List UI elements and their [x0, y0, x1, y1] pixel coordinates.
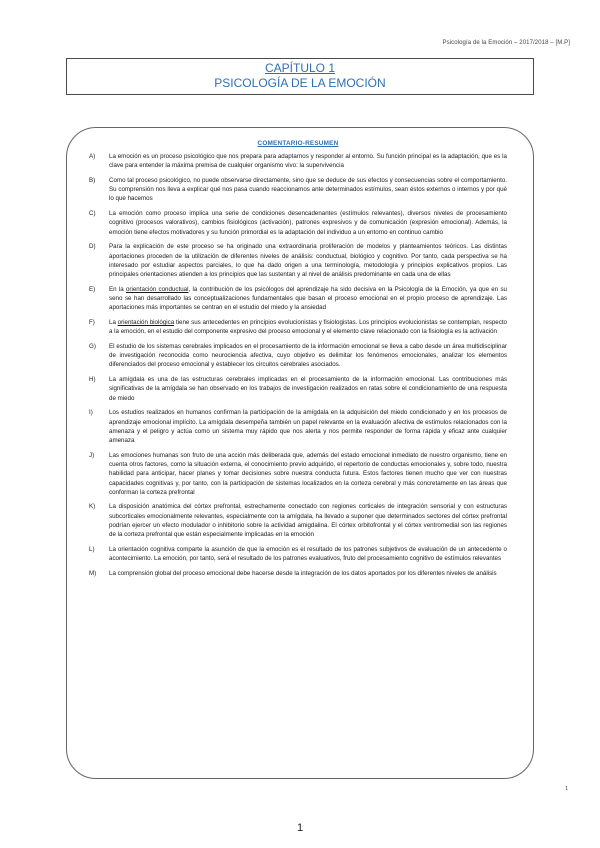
chapter-title-box [66, 58, 534, 95]
item-letter: C) [89, 210, 96, 218]
item-text: La amígdala es una de las estructuras cerebrales implicadas en el procesamiento de la información emocional. Las contribuciones más significativas de la amígdala se han observado en los trabajos de investigación realizados en ratas sobre el condicionamiento de una respuesta de miedo [109, 376, 507, 402]
chapter-title: PSICOLOGÍA DE LA EMOCIÓN [214, 76, 386, 90]
term-orientacion-conductual: orientación conductual [125, 285, 189, 293]
item-text: La emoción como proceso implica una serie de condiciones desencadenantes (estímulos relevantes), diversos niveles de procesamiento cognitivo (procesos valorativos), cambios fisiológicos (activación), patrones expresivos y de comunicación (expresión emocional). Además, la emoción tiene efectos motivadores y su función primordial es la adaptación del individuo a un entorno en continuo cambio [109, 210, 507, 236]
item-text-pre: En la [109, 285, 126, 293]
item-text-post: , la contribución de los psicólogos del aprendizaje ha sido decisiva en la Psicología de la Emoción, ya que en su seno se han desarrollado las conceptualizaciones fundamentales que basan el proceso emocional en el propio proceso de aprendizaje. Las aportaciones más importantes se centran en el estudio del miedo y la ansiedad [109, 285, 507, 312]
item-text: Las emociones humanas son fruto de una acción más deliberada que, además del estado emocional inmediato de nuestro organismo, tiene en cuenta otros factores, como la situación externa, el conocimiento previo adquirido, el repertorio de conductas emocionales y, sobre todo, nuestra habilidad para anticipar, hacer planes y tomar decisiones sobre nuestra conducta futura. Estos factores tienen mucho que ver con nuestras capacidades cognitivas y, por tanto, con la participación de sistemas localizados en la corteza cerebral y más concretamente en las áreas que conforman la corteza prefrontal [109, 451, 507, 496]
item-letter: H) [89, 376, 96, 384]
item-letter: B) [89, 176, 96, 184]
item-letter: G) [89, 342, 96, 350]
footer-small-page-number: 1 [565, 786, 568, 792]
item-text: La comprensión global del proceso emocional debe hacerse desde la integración de los datos aportados por los diferentes niveles de análisis [109, 569, 497, 577]
item-text: La orientación cognitiva comparte la asunción de que la emoción es el resultado de los patrones subjetivos de evaluación de un antecedente o acontecimiento. La emoción, por tanto, será el resultado de los patrones evaluativos, fruto del procesamiento cognitivo de estímulos relevantes [109, 545, 507, 563]
item-text: Para la explicación de este proceso se ha originado una extraordinaria proliferación de modelos y planteamientos teóricos. Las distintas aportaciones proceden de la utilización de diferentes niveles de análisis: conductual, biológico y cognitivo. Por tanto, cada perspectiva se ha interesado por estudiar aspectos parciales, lo que ha dado origen a una terminología, metodología y principios explicativos propios. Las principales orientaciones atienden a los principios que las sustentan y al nivel de análisis predominante en cada una de ellas [109, 243, 507, 279]
summary-item-j [89, 451, 507, 497]
summary-item-b [89, 176, 507, 204]
item-letter: F) [89, 318, 95, 326]
item-text-post: tiene sus antecedentes en principios evolucionistas y fisiologistas. Los principios evolucionistas se contemplan, respecto a la emoción, en el estudio del componente expresivo del proceso emocional y el elemento clave relacionado con la fisiología es la activación [109, 318, 507, 336]
chapter-label: CAPÍTULO 1 [264, 61, 336, 75]
summary-item-d [89, 242, 507, 279]
item-text: Los estudios realizados en humanos confirman la participación de la amígdala en la adquisición del miedo condicionado y en los procesos de aprendizaje emocional implícito. La amígdala desempeña también un papel relevante en la evaluación afectiva de estímulos relacionados con la amenaza y el peligro y actúa como un sistema muy rápido que nos alerta y nos permite responder de forma rápida y eficaz ante cualquier amenaza [109, 409, 507, 445]
summary-item-g [89, 342, 507, 370]
summary-box [66, 127, 534, 779]
item-text: El estudio de los sistemas cerebrales implicados en el procesamiento de la información emocional se lleva a cabo desde un área multidisciplinar de investigación reconocida como neurociencia afectiva, cuyo objetivo es delimitar los fenómenos emocionales, analizar los elementos diferenciados del proceso emocional y establecer los circuitos cerebrales asociados. [109, 342, 507, 369]
summary-item-a [89, 152, 507, 171]
summary-item-f [89, 318, 507, 337]
summary-item-m [89, 569, 507, 578]
page-number: 1 [296, 822, 304, 834]
summary-item-l [89, 545, 507, 564]
item-letter: M) [89, 569, 97, 577]
summary-item-i [89, 408, 507, 445]
summary-item-k [89, 502, 507, 539]
item-letter: K) [89, 503, 96, 511]
item-letter: I) [89, 409, 93, 417]
summary-item-h [89, 375, 507, 403]
summary-heading: COMENTARIO-RESUMEN [257, 140, 339, 147]
summary-item-e [89, 285, 507, 313]
item-letter: E) [89, 285, 96, 293]
item-text: La emoción es un proceso psicológico que nos prepara para adaptarnos y responder al entorno. Su función principal es la adaptación, que es la clave para entender la máxima premisa de cualquier organismo vivo: la supervivencia [109, 153, 507, 170]
item-text: La disposición anatómica del córtex prefrontal, estrechamente conectado con regiones corticales de integración sensorial y con estructuras subcorticales emocionalmente relevantes, especialmente con la amígdala, ha llevado a suponer que determinados sectores del córtex prefrontal podrían ejercer un efecto modulador o inhibitorio sobre la actividad amigdalina. El córtex orbitofrontal y el córtex ventromedial son las regiones de la corteza prefrontal que están especialmente implicadas en la emoción [109, 503, 507, 539]
running-header: Psicología de la Emoción – 2017/2018 – [M.P] [442, 40, 570, 46]
item-letter: J) [89, 451, 95, 459]
item-text [109, 285, 507, 313]
item-letter: D) [89, 243, 96, 251]
item-text [109, 318, 507, 337]
item-text: Como tal proceso psicológico, no puede observarse directamente, sino que se deduce de sus efectos y consecuencias sobre el comportamiento. Su comprensión nos lleva a explicar qué nos pasa cuando reaccionamos ante determinados estímulos, sean éstos externos o internos y por qué lo que hacemos [109, 176, 507, 203]
item-letter: A) [89, 153, 96, 160]
term-orientacion-biologica: orientación biológica [117, 318, 175, 326]
summary-item-c [89, 209, 507, 237]
item-text-pre: La [109, 318, 118, 326]
item-letter: L) [89, 545, 95, 553]
